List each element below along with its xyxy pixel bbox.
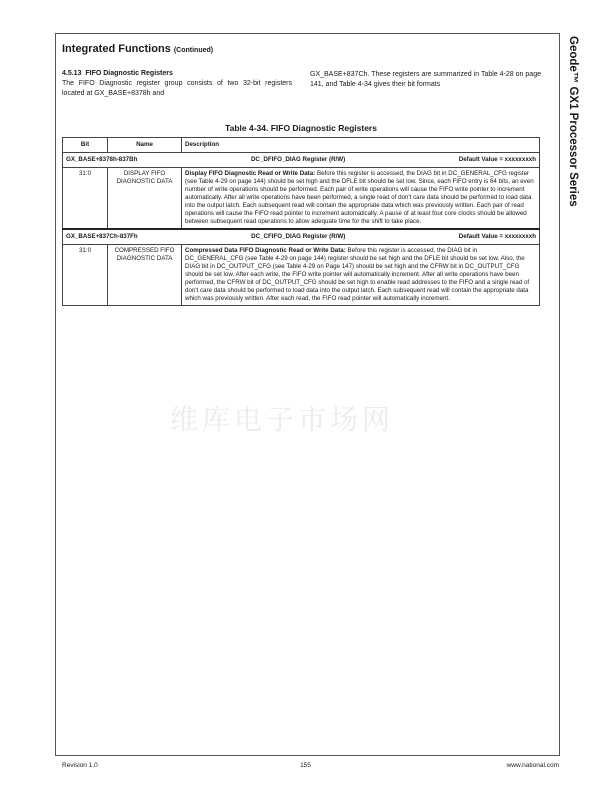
left-rule <box>55 33 56 755</box>
register-default: Default Value = xxxxxxxxh <box>458 233 536 240</box>
footer-revision: Revision 1.0 <box>62 762 98 769</box>
register-name: DC_CFIFO_DIAG Register (R/W) <box>251 233 346 240</box>
footer-website[interactable]: www.national.com <box>506 762 559 769</box>
page-title-suffix: (Continued) <box>173 47 214 54</box>
section-paragraph-left: The FIFO Diagnostic register group consists of two 32-bit registers located at GX_BASE+8378h and <box>62 80 292 97</box>
name-cell: COMPRESSED FIFO DIAGNOSTIC DATA <box>108 245 182 306</box>
table-header-row <box>63 138 540 153</box>
bottom-rule <box>55 755 560 756</box>
section-number: 4.5.13 <box>62 70 82 77</box>
description-text: Before this register is accessed, the DIAG bit in DC_GENERAL_CFG (see Table 4-29 on page 144) register should be set high and the DFLE bit should be set low. Also, the DIAG bit in DC_OUTPUT_CFG (see Table 4-29 on Page 147) should be set high and the CFRW bit in DC_OUTPUT_CFG should be set low. After each write, the FIFO write pointer will automatically increment. After all write operations have been performed, the CFRW bit of DC_OUTPUT_CFG should be set high to enable read addresses to the FIFO and a single read of don't care data should be performed to load data into the output latch. Each subsequent read will contain the appropriate data which was previously written. After each read, the FIFO read pointer will automatically increment. <box>185 247 530 302</box>
description-header: Description <box>182 138 540 153</box>
register-default: Default Value = xxxxxxxxh <box>458 156 536 163</box>
bit-header: Bit <box>63 138 108 153</box>
table-title: Table 4-34. FIFO Diagnostic Registers <box>225 123 377 133</box>
section-paragraph-right: GX_BASE+837Ch. These registers are summarized in Table 4-28 on page 141, and Table 4-34 gives their bit formats <box>310 71 541 88</box>
register-name: DC_DFIFO_DIAG Register (R/W) <box>250 156 346 163</box>
table-row <box>63 168 540 230</box>
section-heading <box>62 70 173 77</box>
right-rule <box>559 33 560 755</box>
page-title-text: Integrated Functions <box>62 43 171 55</box>
name-cell: DISPLAY FIFO DIAGNOSTIC DATA <box>108 168 182 230</box>
side-title <box>565 36 605 336</box>
description-text: Before this register is accessed, the DIAG bit in DC_GENERAL_CFG register (see Table 4-29 on page 144) should be set high and the DFLE bit should be set low. Since, each FIFO entry is 64 bits, an even number of write operations should be performed. Each pair of write operations will cause the FIFO write pointer to increment automatically. After all write operations have been performed, a single read of don't care data should be performed to load data into the output latch. Each subsequent read will contain the appropriate data which was previously written. Each pair of read operations will cause the FIFO read pointer to increment automatically. A pause of at least four core clocks should be allowed between subsequent read operations to allow adequate time for the shift to take place. <box>185 170 534 225</box>
register-header-cell <box>63 229 540 245</box>
description-cell <box>182 168 540 230</box>
section-title: FIFO Diagnostic Registers <box>85 70 173 77</box>
bit-cell: 31:0 <box>63 245 108 306</box>
description-cell <box>182 245 540 306</box>
name-header: Name <box>108 138 182 153</box>
top-rule <box>55 33 560 34</box>
register-header-row <box>63 229 540 245</box>
register-header-cell <box>63 153 540 168</box>
side-title-text: Geode™ GX1 Processor Series <box>567 36 579 207</box>
fifo-diagnostic-registers-table <box>62 137 540 306</box>
register-address: GX_BASE+837Ch-837Fh <box>66 233 138 240</box>
register-address: GX_BASE+8378h-837Bh <box>66 156 138 163</box>
watermark: 维库电子市场网 <box>170 403 395 436</box>
description-lead: Compressed Data FIFO Diagnostic Read or Write Data: <box>185 247 346 254</box>
footer-page-number: 155 <box>300 762 311 769</box>
page-title <box>62 43 213 55</box>
register-header-row <box>63 153 540 168</box>
bit-cell: 31:0 <box>63 168 108 230</box>
table-row <box>63 245 540 306</box>
description-lead: Display FIFO Diagnostic Read or Write Data: <box>185 170 316 177</box>
